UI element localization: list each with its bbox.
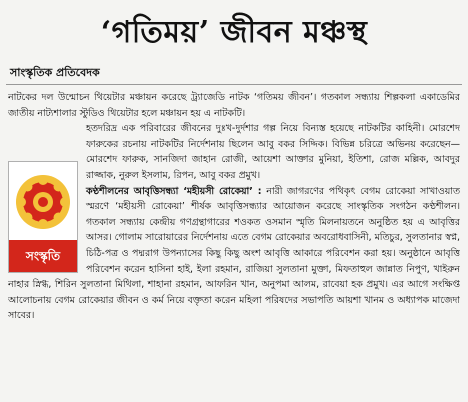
logo-label: সংস্কৃতি: [9, 240, 77, 272]
headline: ‘গতিময়’ জীবন মঞ্চস্থ: [100, 15, 368, 50]
byline: সাংস্কৃতিক প্রতিবেদক: [10, 66, 100, 79]
paragraph-3-text: নারী জাগরণের পথিকৃৎ বেগম রোকেয়া সাখাওয়াত স্মরণে ‘মহীয়সী রোকেয়া’ শীর্ষক আবৃত্তিসন্ধ্যার আয়োজন করেছে সাংস্কৃতিক সংগঠন কণ্ঠশীলন। গতকাল সন্ধ্যায় কেন্দ্রীয় গণগ্রন্থাগারের শওকত ওসমান স্মৃতি মিলনায়তনে অনুষ্ঠিত হয় এ আবৃত্তির আসর। গোলাম সারোয়ারের নির্দেশনায় এতে বেগম রোকেয়ার অবরোধবাসিনী, মতিচুর, সুলতানার স্বপ্ন, চিঠি-পত্র ও পদ্মরাগ উপন্যাসের কিছু কিছু অংশ আবৃত্তি আকারে পরিবেশন করা হয়। অনুষ্ঠানে আবৃত্তি পরিবেশন করেন হাসিনা হাই, ইলা রহমান, রাজিয়া সুলতানা মুক্তা, মিফতাহুল জান্নাত নিপুণ, খাইরুন নাহার স্নিগ্ধ, শিরিন সুলতানা মিথিলা, শাহানা রহমান, আফরিন খান, অনুপমা আলম, রাবেয়া হক প্রমুখ। এর আগে সংক্ষিপ্ত আলোচনায় বেগম রোকেয়ার জীবন ও কর্ম নিয়ে বক্তৃতা করেন মহিলা পরিষদের সভাপতি আয়শা খানম ও অধ্যাপক মাজেদা সাবের।: [8, 185, 460, 322]
divider: [6, 84, 462, 85]
ornament-icon: [9, 162, 77, 240]
subheading: কণ্ঠশীলনের আবৃত্তিসন্ধ্যা ‘মহীয়সী রোকেয়া’ :: [86, 185, 262, 197]
article-body: [8, 90, 460, 398]
paragraph-1: নাটকের দল উন্মোচন থিয়েটার মঞ্চায়ন করেছে ট্র্যাজেডি নাটক ‘গতিময় জীবন’। গতকাল সন্ধ্যায় শিল্পকলা একাডেমির জাতীয় নাট্যশালার স্টুডিও থিয়েটার হলে মঞ্চায়ন হয় এ নাটকটি।: [8, 92, 460, 119]
culture-logo: [8, 161, 78, 273]
paragraph-2: হতদরিদ্র এক পরিবারের জীবনের দুঃখ-দুর্দশার গল্প নিয়ে বিন্যস্ত হয়েছে নাটকটির কাহিনী। মোরশেদ ফারুকের রচনায় নাটকটির নির্দেশনায় ছিলেন আবু বকর সিদ্দিক। বিভিন্ন চরিত্রে অভিনয় করেছেন— মোরশেদ ফারুক, সানজিদা জাহান রোজী, আয়েশা আক্তার মুনিয়া, ইতিশা, রোজ মল্লিক, আবদুর রাজ্জাক, নুরুল ইসলাম, রিপন, আবু বকর প্রমুখ।: [86, 123, 460, 181]
